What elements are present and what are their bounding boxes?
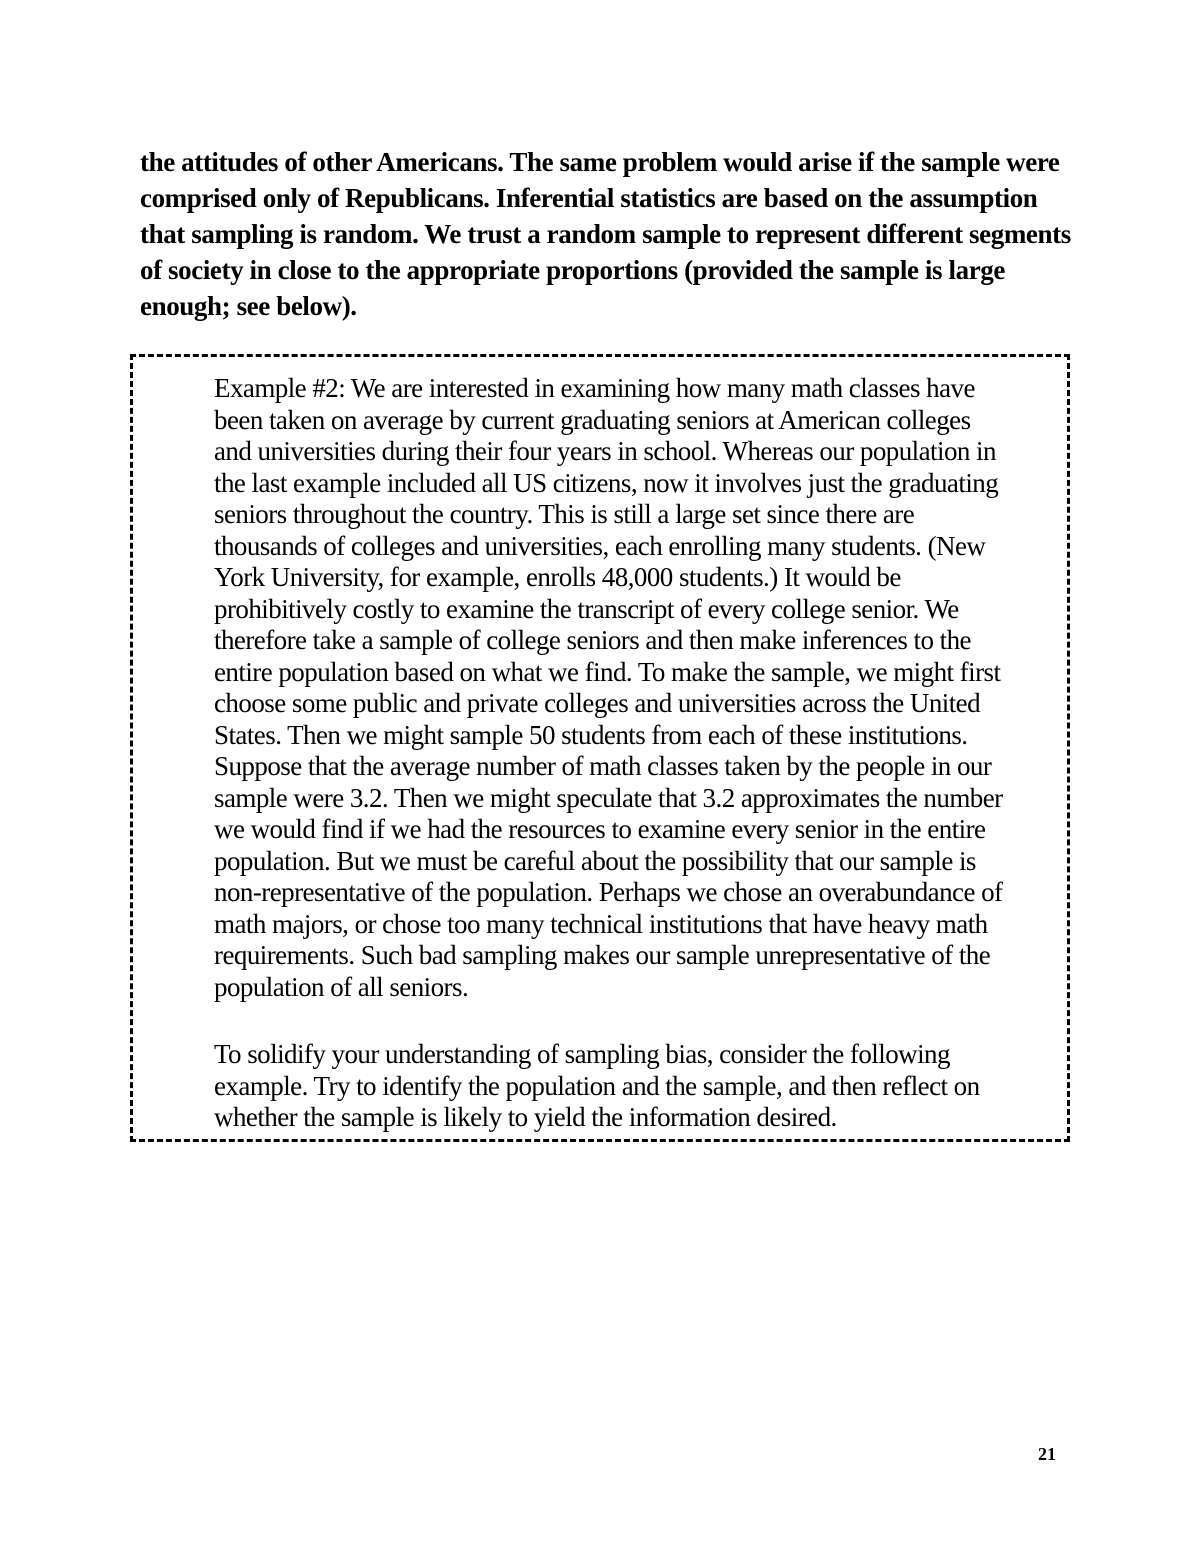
example-line: math majors, or chose too many technical institutions that have heavy math — [214, 908, 988, 939]
exercise-line: To solidify your understanding of sampling bias, consider the following — [214, 1039, 950, 1069]
example-line: requirements. Such bad sampling makes our sample unrepresentative of the — [214, 940, 991, 970]
exercise-line: whether the sample is likely to yield the information desired. — [214, 1102, 837, 1132]
intro-paragraph — [140, 144, 1071, 324]
example-line: non-representative of the population. Perhaps we chose an overabundance of — [214, 877, 1003, 907]
example-paragraph — [214, 373, 1059, 1003]
intro-line: of society in close to the appropriate proportions (provided the sample is large — [140, 255, 1005, 285]
example-box — [130, 354, 1070, 1142]
page-number: 21 — [1038, 1444, 1056, 1464]
example-line: prohibitively costly to examine the transcript of every college senior. We — [214, 593, 959, 624]
example-line: entire population based on what we find. To make the sample, we might first — [214, 656, 1001, 687]
example-line: therefore take a sample of college seniors and then make inferences to the — [214, 625, 971, 655]
intro-line: that sampling is random. We trust a random sample to represent different segments — [140, 219, 1071, 249]
exercise-paragraph — [214, 1039, 1059, 1134]
example-line: been taken on average by current graduating seniors at American colleges — [214, 404, 971, 435]
example-line: population. But we must be careful about the possibility that our sample is — [214, 845, 976, 876]
example-line: the last example included all US citizens, now it involves just the graduating — [214, 467, 999, 498]
example-line: we would find if we had the resources to examine every senior in the entire — [214, 814, 986, 844]
example-line: States. Then we might sample 50 students from each of these institutions. — [214, 719, 968, 750]
example-line: seniors throughout the country. This is still a large set since there are — [214, 499, 915, 529]
intro-line: the attitudes of other Americans. The same problem would arise if the sample were — [140, 147, 1060, 177]
example-line: sample were 3.2. Then we might speculate that 3.2 approximates the number — [214, 782, 1003, 813]
example-line: choose some public and private colleges and universities across the United — [214, 688, 981, 718]
exercise-line: example. Try to identify the population and the sample, and then reflect on — [214, 1070, 980, 1101]
example-line: York University, for example, enrolls 48,000 students.) It would be — [214, 562, 901, 592]
intro-line: comprised only of Republicans. Inferential statistics are based on the assumption — [140, 183, 1038, 213]
example-line: and universities during their four years in school. Whereas our population in — [214, 436, 996, 466]
example-line: Suppose that the average number of math classes taken by the people in our — [214, 751, 992, 781]
example-line: population of all seniors. — [214, 971, 469, 1002]
example-line: thousands of colleges and universities, each enrolling many students. (New — [214, 530, 986, 561]
intro-line: enough; see below). — [140, 291, 357, 321]
example-line: Example #2: We are interested in examining how many math classes have — [214, 373, 975, 403]
